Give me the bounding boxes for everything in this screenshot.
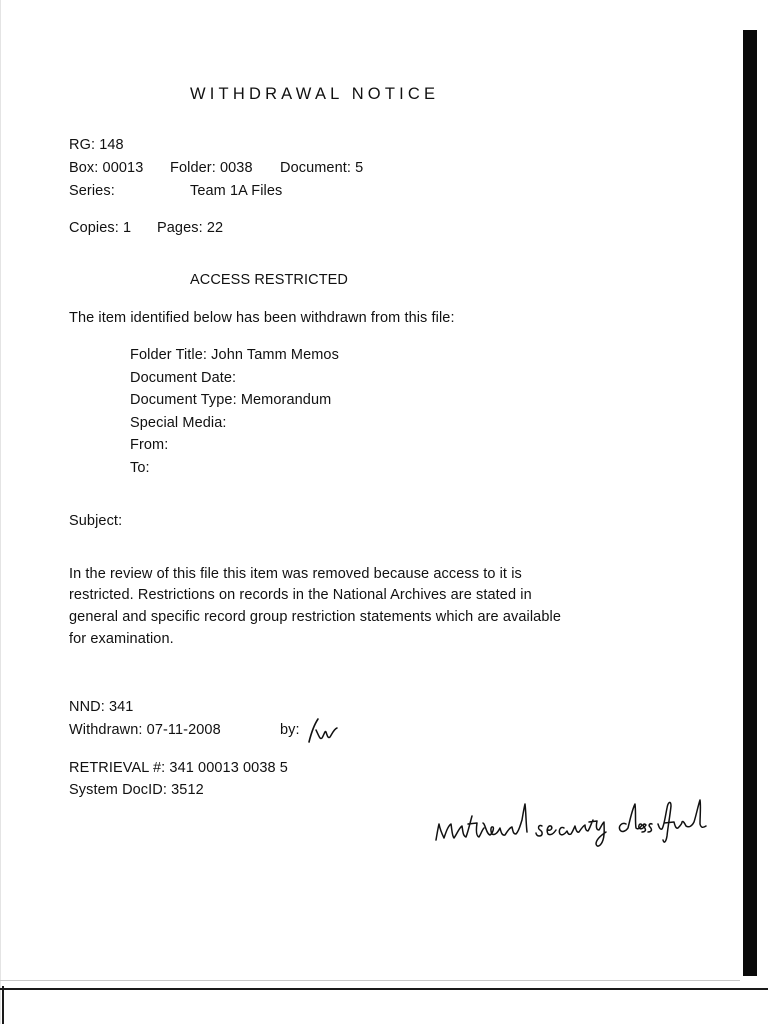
withdrawn-intro: The item identified below has been withdrawn from this file:: [69, 310, 455, 326]
body-line-2: restricted. Restrictions on records in the National Archives are stated in: [69, 587, 532, 603]
reviewer-initials-signature: [305, 716, 345, 746]
document-date: Document Date:: [130, 370, 237, 386]
handwritten-annotation: [430, 790, 742, 852]
page-left-edge: [0, 0, 1, 1024]
body-line-3: general and specific record group restriction statements which are available: [69, 609, 561, 625]
system-docid: System DocID: 3512: [69, 782, 204, 798]
body-line-1: In the review of this file this item was removed because access to it is: [69, 566, 522, 582]
scan-edge-shadow: [743, 30, 757, 976]
by-label: by:: [280, 722, 300, 738]
box-number: Box: 00013: [69, 160, 144, 176]
retrieval-number: RETRIEVAL #: 341 00013 0038 5: [69, 760, 288, 776]
page-bottom-thin-rule: [0, 980, 740, 981]
copies-count: Copies: 1: [69, 220, 132, 236]
folder-title: Folder Title: John Tamm Memos: [130, 347, 339, 363]
access-restricted-heading: ACCESS RESTRICTED: [190, 272, 348, 288]
withdrawn-date: Withdrawn: 07-11-2008: [69, 722, 221, 738]
document-type: Document Type: Memorandum: [130, 392, 332, 408]
record-group: RG: 148: [69, 137, 124, 153]
series-label: Series:: [69, 183, 115, 199]
body-line-4: for examination.: [69, 631, 174, 647]
document-number: Document: 5: [280, 160, 364, 176]
subject-field: Subject:: [69, 513, 123, 529]
page-bottom-rule: [0, 988, 768, 990]
page-corner-mark: [2, 986, 4, 1024]
from-field: From:: [130, 437, 169, 453]
series-value: Team 1A Files: [190, 183, 283, 199]
pages-count: Pages: 22: [157, 220, 224, 236]
nnd-number: NND: 341: [69, 699, 134, 715]
notice-title: WITHDRAWAL NOTICE: [190, 85, 440, 103]
special-media: Special Media:: [130, 415, 227, 431]
folder-number: Folder: 0038: [170, 160, 253, 176]
to-field: To:: [130, 460, 150, 476]
